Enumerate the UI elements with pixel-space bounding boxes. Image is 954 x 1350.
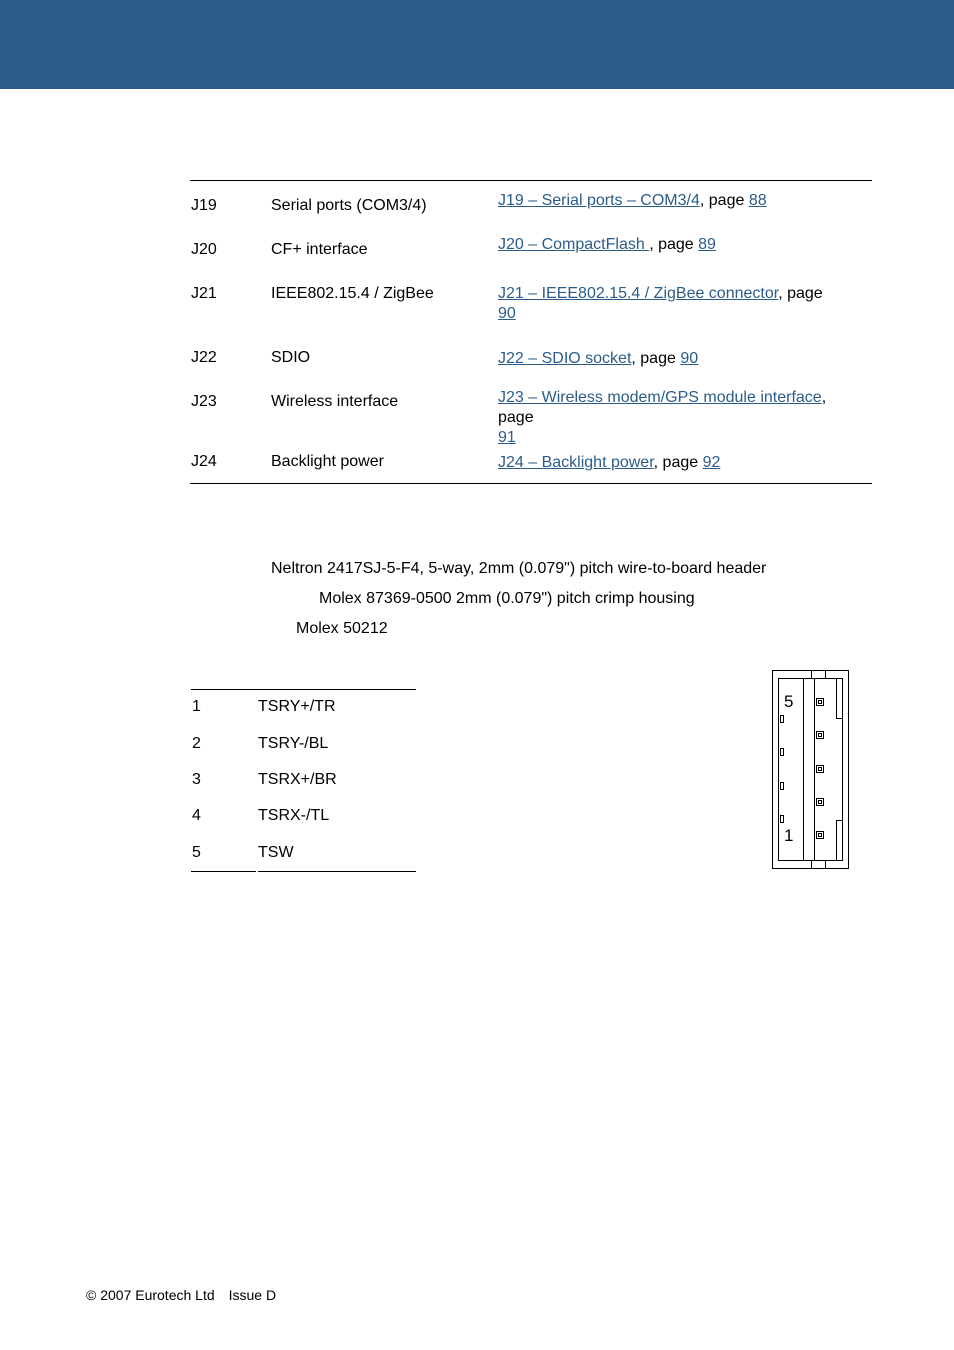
table-rule	[191, 871, 256, 872]
connector-diagram	[770, 668, 852, 872]
pin-number: 2	[192, 735, 201, 752]
page-link[interactable]: 91	[498, 429, 516, 446]
connector-reference: J24 – Backlight power, page 92	[498, 454, 721, 471]
section-link[interactable]: J20 – CompactFlash	[498, 236, 650, 253]
housing-part: Molex 87369-0500 2mm (0.079") pitch crimp housing	[319, 590, 695, 607]
pin-contact	[817, 732, 824, 739]
connector-ref: J20	[191, 241, 217, 258]
pin-number: 1	[192, 698, 201, 715]
connector-function: Backlight power	[271, 453, 384, 470]
connector-reference: J20 – CompactFlash , page 89	[498, 236, 716, 253]
pin-contact	[817, 832, 824, 839]
pin-number: 5	[192, 844, 201, 861]
pin-signal: TSW	[258, 844, 294, 861]
connector-function: CF+ interface	[271, 241, 368, 258]
table-row	[191, 735, 416, 755]
table-row	[191, 844, 416, 864]
connector-function: Serial ports (COM3/4)	[271, 197, 427, 214]
pin-signal: TSRY+/TR	[258, 698, 336, 715]
connector-reference: J23 – Wireless modem/GPS module interface, page 91	[498, 389, 827, 446]
connector-reference: J21 – IEEE802.15.4 / ZigBee connector, page 90	[498, 285, 823, 322]
connector-function: Wireless interface	[271, 393, 399, 410]
pin-number: 3	[192, 771, 201, 788]
pin-label-bottom: 1	[784, 826, 794, 845]
connector-table	[190, 180, 872, 484]
connector-reference: J19 – Serial ports – COM3/4, page 88	[498, 192, 767, 209]
table-row	[191, 771, 416, 791]
table-rule	[258, 871, 416, 872]
table-row	[190, 225, 872, 269]
section-link[interactable]: J19 – Serial ports – COM3/4	[498, 192, 700, 209]
connector-ref: J21	[191, 285, 217, 302]
table-row	[190, 335, 872, 379]
copyright-text: © 2007 Eurotech Ltd	[86, 1287, 215, 1303]
page-link[interactable]: 88	[748, 192, 767, 209]
header-band	[0, 0, 954, 89]
connector-function: IEEE802.15.4 / ZigBee	[271, 285, 434, 302]
section-link[interactable]: J22 – SDIO socket	[498, 350, 632, 367]
pinout-table	[191, 689, 416, 872]
page-link[interactable]: 89	[698, 236, 716, 253]
table-row	[190, 181, 872, 225]
pin-number: 4	[192, 807, 201, 824]
table-row	[190, 379, 872, 446]
page-link[interactable]: 90	[498, 305, 516, 322]
pin-contact	[817, 699, 824, 706]
table-row	[190, 269, 872, 335]
crimp-part: Molex 50212	[296, 620, 388, 637]
footer	[86, 1287, 276, 1303]
pin-contact	[817, 799, 824, 806]
pin-signal: TSRX-/TL	[258, 807, 330, 824]
section-link[interactable]: J21 – IEEE802.15.4 / ZigBee connector	[498, 285, 779, 302]
table-row	[191, 807, 416, 827]
pin-contact	[817, 766, 824, 773]
connector-ref: J23	[191, 393, 217, 410]
connector-ref: J22	[191, 349, 217, 366]
pin-signal: TSRY-/BL	[258, 735, 329, 752]
table-row	[190, 441, 872, 483]
header-part: Neltron 2417SJ-5-F4, 5-way, 2mm (0.079") pitch wire-to-board header	[271, 560, 767, 577]
page-link[interactable]: 92	[702, 454, 721, 471]
page-link[interactable]: 90	[680, 350, 699, 367]
connector-reference: J22 – SDIO socket, page 90	[498, 350, 699, 367]
section-link[interactable]: J24 – Backlight power	[498, 454, 654, 471]
connector-ref: J19	[191, 197, 217, 214]
table-row	[191, 698, 416, 718]
section-link[interactable]: J23 – Wireless modem/GPS module interface	[498, 389, 822, 406]
connector-function: SDIO	[271, 349, 311, 366]
pin-signal: TSRX+/BR	[258, 771, 337, 788]
pin-label-top: 5	[784, 692, 794, 711]
connector-ref: J24	[191, 453, 217, 470]
issue-text: Issue D	[228, 1287, 277, 1303]
